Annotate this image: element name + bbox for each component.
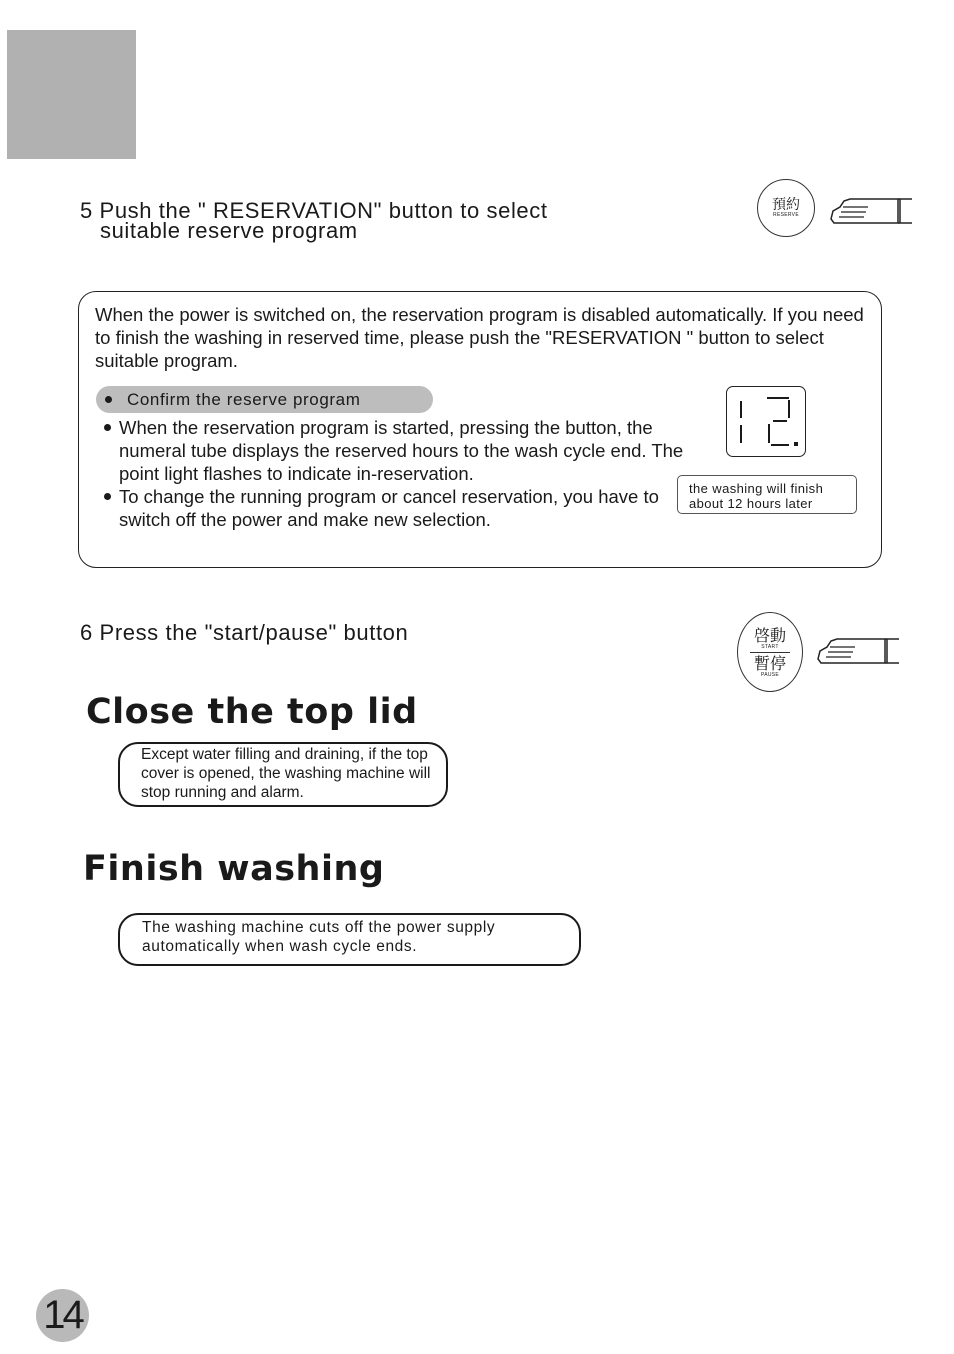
- page-number: 14: [36, 1289, 89, 1342]
- bullet-item: [104, 485, 684, 531]
- step5-line2: suitable reserve program: [100, 218, 358, 243]
- numeral-display: [726, 386, 806, 457]
- close-lid-note: Except water filling and draining, if the top cover is opened, the washing machine will stop running and alarm.: [141, 746, 431, 801]
- start-cjk: 啓動: [753, 625, 786, 645]
- step6-title: 6 Press the "start/pause" button: [80, 620, 409, 645]
- reservation-bullets: [104, 416, 684, 531]
- step5-line1: 5 Push the " RESERVATION" button to select: [80, 198, 548, 223]
- start-pause-divider: [750, 652, 790, 653]
- pause-cjk: 暫停: [753, 653, 786, 673]
- reserve-button-icon: [757, 179, 815, 237]
- bullet-dot: [104, 424, 111, 431]
- pointing-hand-icon: [815, 633, 901, 669]
- display-digits-12: [727, 387, 807, 458]
- display-caption: [677, 475, 857, 514]
- bullet-text: To change the running program or cancel reservation, you have to switch off the power and make new selection.: [119, 486, 659, 530]
- bullet-dot: [104, 493, 111, 500]
- close-lid-heading: Close the top lid: [86, 692, 418, 732]
- reservation-intro-text: When the power is switched on, the reservation program is disabled automatically. If you need to finish the washing in reserved time, please push the "RESERVATION " button to select suitable program.: [95, 304, 864, 371]
- start-label: START: [761, 643, 779, 650]
- reserve-label: RESERVE: [773, 212, 799, 218]
- caption-line2: about 12 hours later: [689, 496, 813, 511]
- header-gray-block: [7, 30, 136, 159]
- step5-title: [80, 198, 548, 243]
- finish-note: The washing machine cuts off the power supply automatically when wash cycle ends.: [142, 919, 496, 955]
- reserve-cjk: 預約: [772, 197, 800, 213]
- pill-bullet-dot: [105, 396, 112, 403]
- pill-label: Confirm the reserve program: [127, 389, 361, 409]
- bullet-item: [104, 416, 684, 485]
- bullet-text: When the reservation program is started, pressing the button, the numeral tube displays the reserved hours to the wash cycle end. The point light flashes to indicate in-reservation.: [119, 417, 684, 484]
- pointing-hand-icon: [828, 193, 914, 229]
- confirm-reserve-pill: [96, 386, 433, 413]
- start-pause-button-icon: [737, 612, 803, 692]
- finish-washing-heading: Finish washing: [83, 849, 385, 889]
- pause-label: PAUSE: [760, 671, 780, 678]
- caption-line1: the washing will finish: [689, 481, 824, 496]
